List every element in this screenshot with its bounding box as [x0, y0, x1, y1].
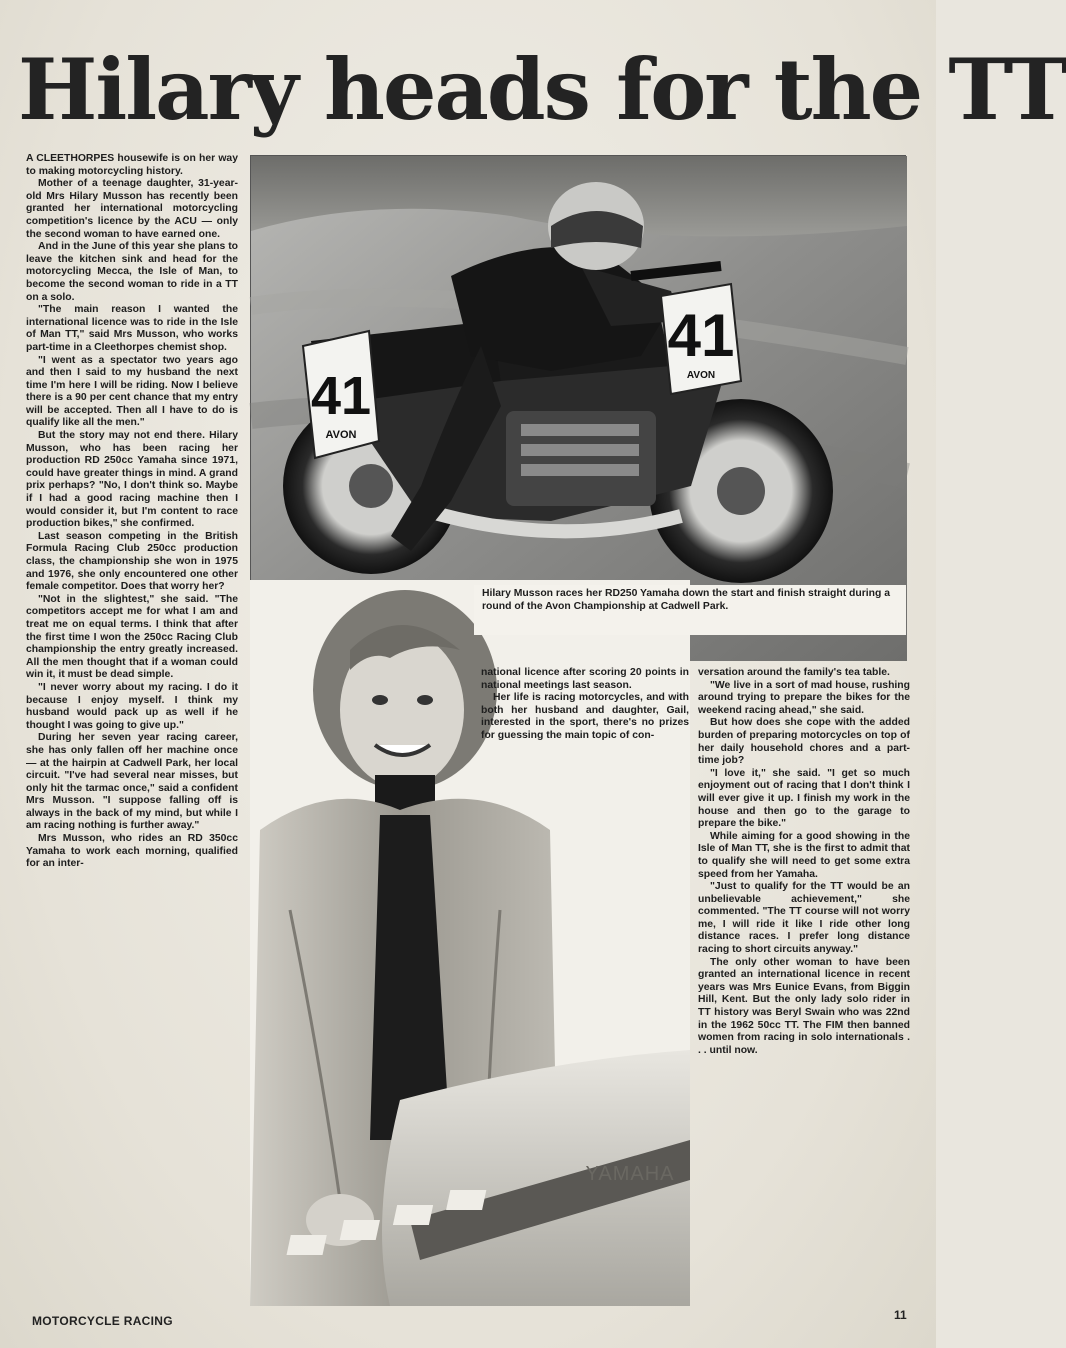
rear-sponsor-text: AVON [325, 429, 357, 441]
article-paragraph: "The main reason I wanted the international licence was to ride in the Isle of Man TT," said Mrs Musson, who works part-time in a Cleethorpes chemist shop. [26, 304, 238, 353]
article-paragraph: "Not in the slightest," she said. "The competitors accept me for what I am and treat me on equal terms. I think that after the first time I won the 250cc Racing Club championship the entry greatly increased. All the men thought that if a woman could win it, it must be dead simple. [26, 593, 238, 681]
article-paragraph: "I never worry about my racing. I do it because I enjoy myself. I think my husband would pack up as well if he thought I was going to give up." [26, 681, 238, 731]
article-paragraph: During her seven year racing career, she has only fallen off her machine once — at the hairpin at Cadwell Park, her local circuit. "I've had several near misses, but only hit the tarmac once," said a confident Mrs Musson. "I suppose falling off is always in the back of my mind, but while I am racing nothing is further away." [26, 732, 238, 832]
photo-caption: Hilary Musson races her RD250 Yamaha down the start and finish straight during a round of the Avon Championship at Cadwell Park. [474, 585, 906, 635]
front-race-number: 41 [667, 302, 735, 369]
article-paragraph: "We live in a sort of mad house, rushing around trying to prepare the bikes for the weekend racing ahead," she said. [698, 679, 910, 716]
article-paragraph: "I went as a spectator two years ago and then I said to my husband the next time I'm here I will be riding. Now I believe there is a 90 per cent chance that my entry will be accepted. Then all I have to do is qualify like all the men." [26, 354, 238, 429]
publication-name: MOTORCYCLE RACING [32, 1314, 173, 1328]
article-paragraph: The only other woman to have been granted an international licence in recent years was Mrs Eunice Evans, from Biggin Hill, Kent. But the only lady solo rider in TT history was Beryl Swain who was 22nd in the 1962 50cc TT. The FIM then banned women from racing in solo internationals . . . until now. [698, 956, 910, 1056]
article-paragraph: Mother of a teenage daughter, 31-year-old Mrs Hilary Musson has recently been granted her international motorcycling competition's licence by the ACU — only the second woman to have earned one. [26, 178, 238, 240]
article-paragraph: versation around the family's tea table. [698, 667, 890, 678]
article-paragraph: And in the June of this year she plans to leave the kitchen sink and head for the motorcycling Mecca, the Isle of Man, to become the second woman to ride in a TT on a solo. [26, 241, 238, 303]
article-paragraph: Her life is racing motorcycles, and with both her husband and daughter, Gail, interested in the sport, there's no prizes for guessing the main topic of con- [481, 692, 689, 741]
article-right-column [698, 667, 910, 1303]
article-left-column [26, 153, 238, 1305]
article-paragraph: national licence after scoring 20 points in national meetings last season. [481, 667, 689, 691]
article-paragraph: Mrs Musson, who rides an RD 350cc Yamaha to work each morning, qualified for an inter- [26, 833, 238, 870]
page-number: 11 [894, 1308, 907, 1322]
article-paragraph: While aiming for a good showing in the Isle of Man TT, she is the first to admit that to qualify she will need to get some extra speed from her Yamaha. [698, 830, 910, 880]
headline: Hilary heads for the TT [18, 40, 1066, 139]
rear-race-number: 41 [310, 366, 372, 426]
article-paragraph: "I love it," she said. "I get so much enjoyment out of racing that I don't think I will ever give it up. I finish my work in the house and then go to the garage to prepare the bike." [698, 767, 910, 830]
article-paragraph: "Just to qualify for the TT would be an unbelievable achievement," she commented. "The TT course will not worry me, I will ride it like I ride other long distance races. I prefer long distance racing to short circuits anyway." [698, 881, 910, 956]
tank-brand-text: YAMAHA [585, 1163, 675, 1185]
article-paragraph: A CLEETHORPES housewife is on her way to making motorcycling history. [26, 153, 238, 177]
article-paragraph: But how does she cope with the added burden of preparing motorcycles on top of her daily household chores and a part-time job? [698, 717, 910, 767]
front-sponsor-text: AVON [686, 370, 716, 381]
article-paragraph: Last season competing in the British Formula Racing Club 250cc production class, the championship she won in 1975 and 1976, she only encountered one other female competitor. Does that worry her? [26, 530, 238, 593]
article-paragraph: But the story may not end there. Hilary Musson, who has been racing her production RD 250cc Yamaha since 1971, could have greater things in mind. A grand prix perhaps? "No, I don't think so. Maybe if I had a good racing machine then I would consider it, but I'm content to race production bikes," she confirmed. [26, 430, 238, 530]
article-middle-column [481, 667, 689, 807]
